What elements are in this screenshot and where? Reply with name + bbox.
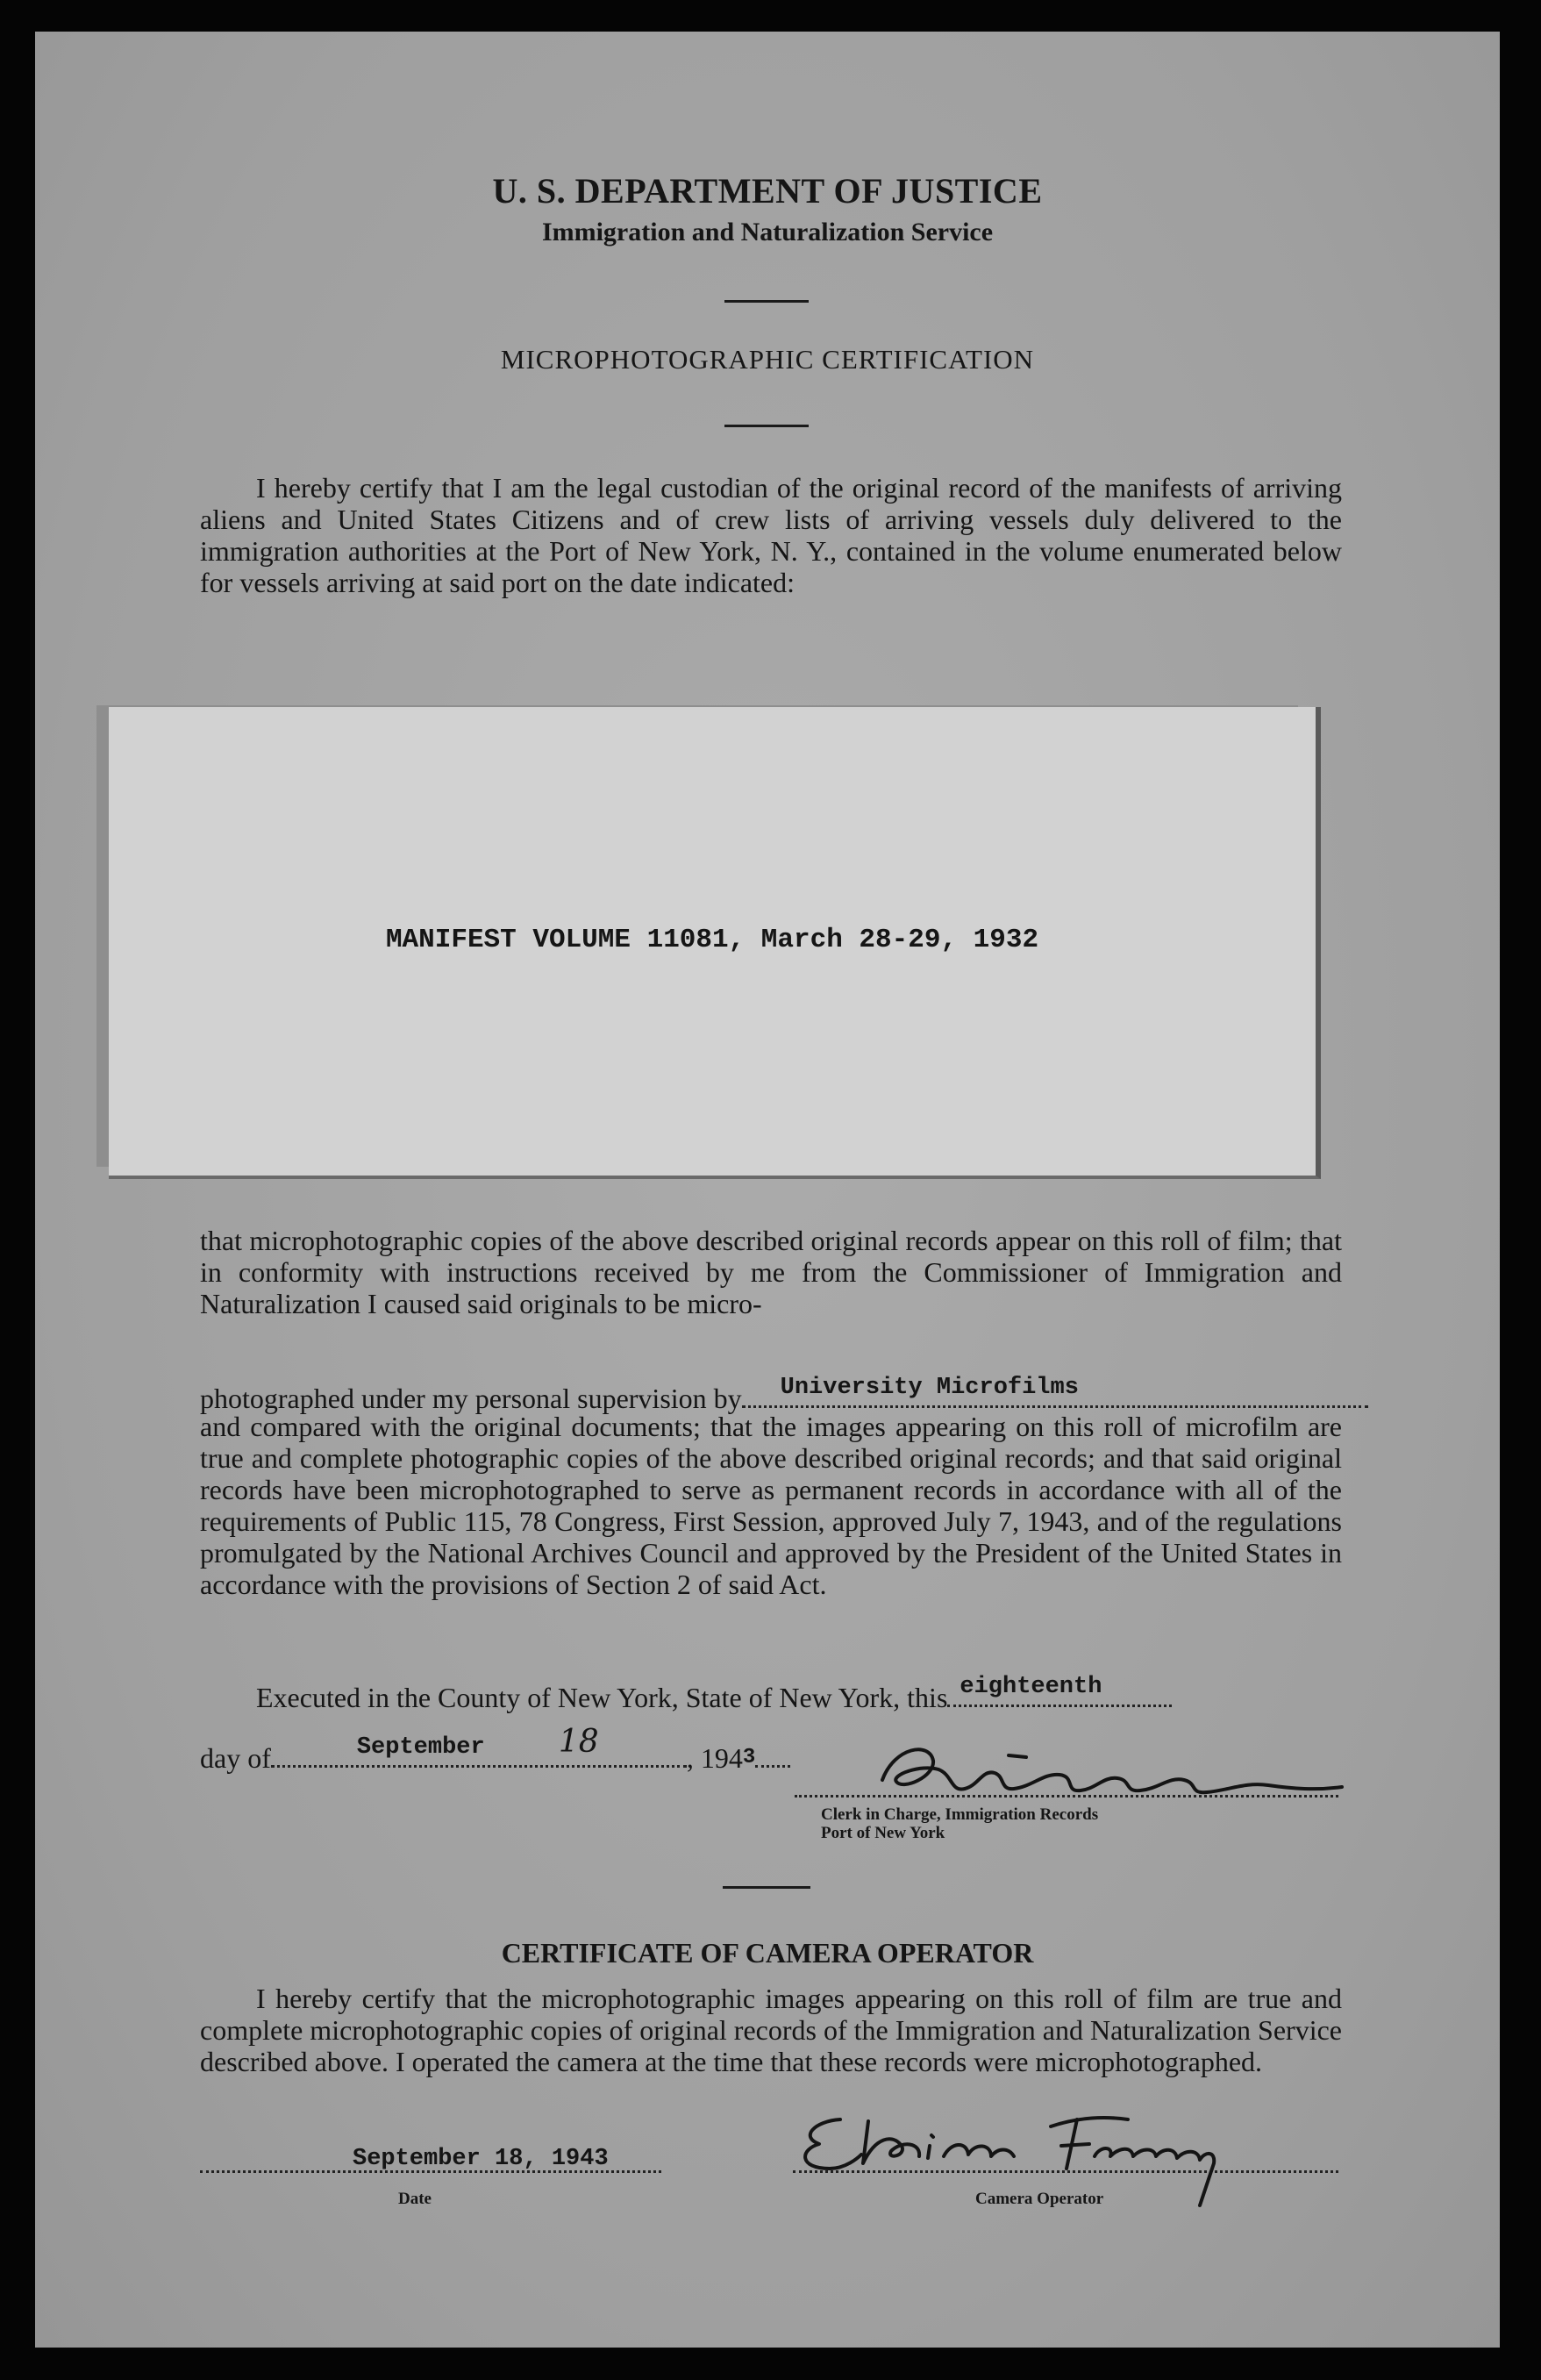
camera-certificate-text: I hereby certify that the microphotographic images appearing on this roll of film are true and complete microphotographic copies of original records of the Immigration and Naturalization Service described above. I operated the camera at the time that these records were microphotographed. [200, 1983, 1342, 2077]
manifest-volume-label: MANIFEST VOLUME 11081, March 28-29, 1932 [385, 925, 1039, 955]
camera-certificate-title: CERTIFICATE OF CAMERA OPERATOR [501, 1937, 1034, 1969]
certificate-sheet [35, 32, 1500, 2348]
year-suffix: 3 [742, 1746, 756, 1769]
executed-lead: Executed in the County of New York, State of New York, this [256, 1682, 948, 1713]
date-caption: Date [398, 2190, 432, 2208]
year-prefix: 194 [700, 1742, 743, 1774]
service-subheading: Immigration and Naturalization Service [541, 218, 994, 247]
supervisor-value: University Microfilms [780, 1375, 1079, 1401]
month-value: September [356, 1734, 485, 1761]
clerk-signature [877, 1738, 1351, 1808]
body-paragraph-3: and compared with the original documents; that the images appearing on this roll of microfilm are true and complete photographic copies of the above described original records; and that said original records have been microphotographed to serve as permanent records in accordance with all of the requirements of Public 115, 78 Congress, First Session, approved July 7, 1943, and of the regulations promulgated by the National Archives Council and approved by the President of the United States in accordance with the provisions of Section 2 of said Act. [200, 1411, 1342, 1600]
divider [724, 425, 809, 427]
camera-operator-caption: Camera Operator [975, 2190, 1104, 2208]
day-word-value: eighteenth [960, 1674, 1102, 1700]
day-of-line: day of September 18 , 1943 [200, 1739, 790, 1774]
supervision-line [200, 1375, 1342, 1414]
date-value: September 18, 1943 [353, 2146, 609, 2172]
day-of-label: day of [200, 1742, 271, 1774]
certification-title: MICROPHOTOGRAPHIC CERTIFICATION [500, 344, 1035, 375]
supervisor-field [742, 1375, 1368, 1408]
body-paragraph-1: that microphotographic copies of the above described original records appear on this roll of film; that in conformity with instructions received by me from the Commissioner of Immigration and Naturalization I caused said originals to be micro- [200, 1225, 1342, 1319]
handwritten-day: 18 [558, 1724, 599, 1760]
department-heading: U. S. DEPARTMENT OF JUSTICE [492, 171, 1043, 211]
manifest-slip [109, 707, 1321, 1179]
intro-paragraph: I hereby certify that I am the legal custodian of the original record of the manifests of arriving aliens and United States Citizens and of crew lists of arriving vessels duly delivered to the immigration authorities at the Port of New York, N. Y., contained in the volume enumerated below for vessels arriving at said port on the date indicated: [200, 472, 1342, 598]
supervision-lead: photographed under my personal supervision by [200, 1383, 742, 1414]
divider [724, 300, 809, 303]
divider [723, 1886, 810, 1889]
clerk-caption-1: Clerk in Charge, Immigration Records [821, 1805, 1099, 1824]
clerk-caption-2: Port of New York [821, 1824, 945, 1842]
day-word-field [947, 1674, 1172, 1707]
executed-line [256, 1674, 1172, 1713]
